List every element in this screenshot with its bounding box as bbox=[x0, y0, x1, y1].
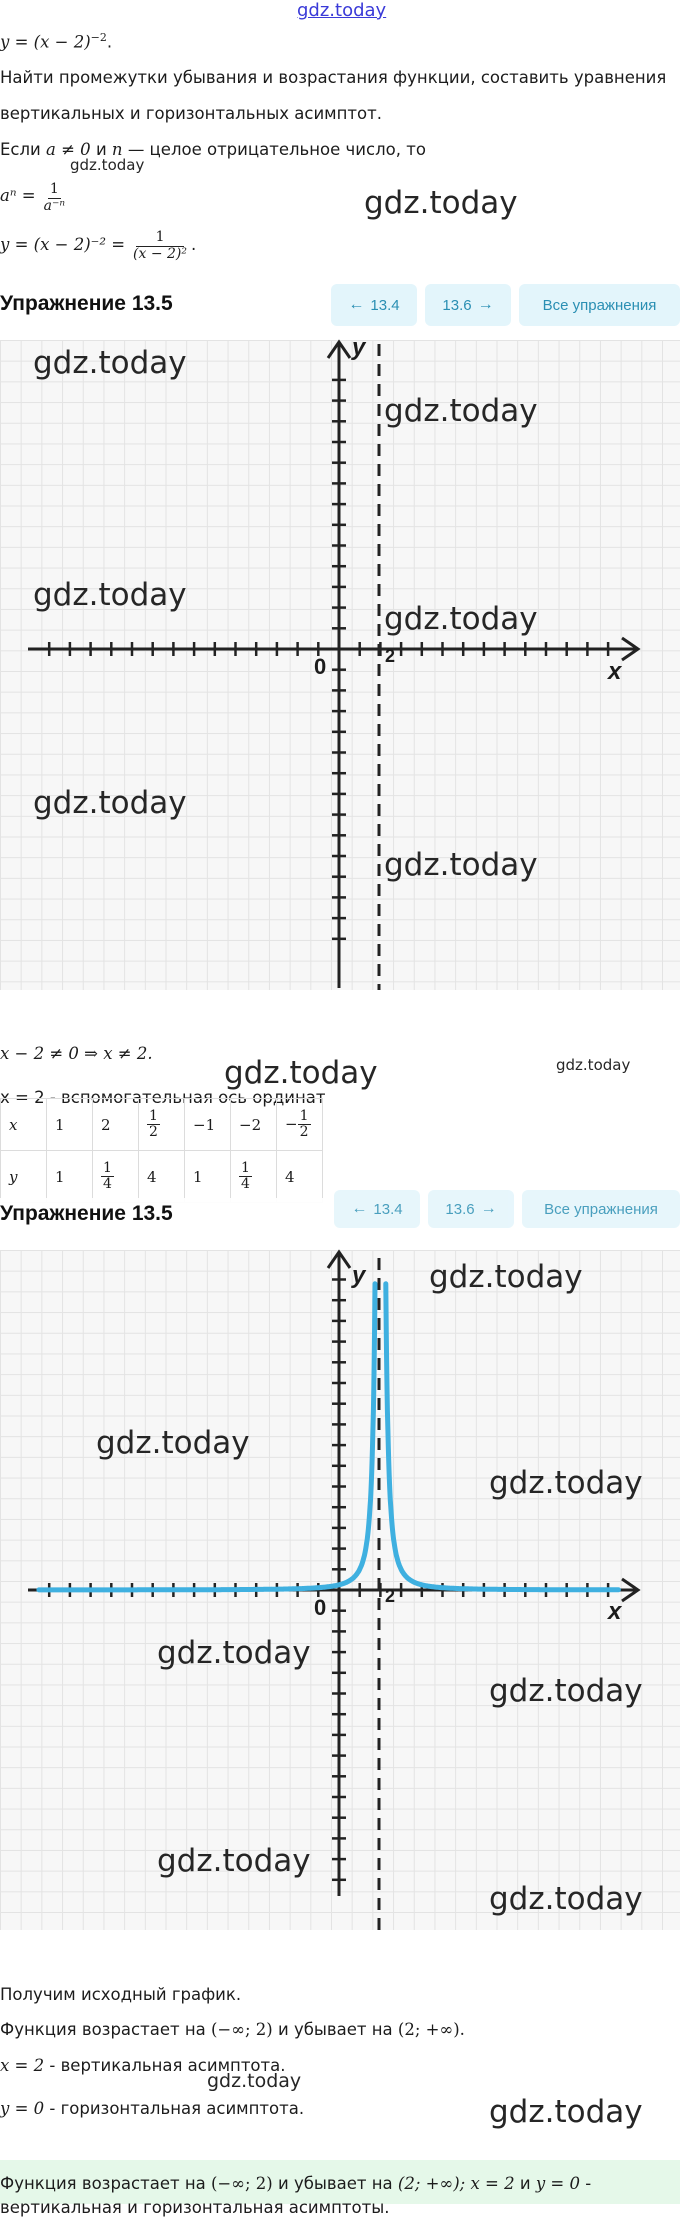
table-row bbox=[1, 1151, 323, 1203]
conclusion-line1: Получим исходный график. bbox=[0, 1985, 242, 2004]
all-exercises-button[interactable] bbox=[522, 1190, 680, 1228]
formula: y = 0 bbox=[0, 2099, 45, 2118]
conclusion-line4 bbox=[0, 2097, 304, 2121]
eq2-numerator: 1 bbox=[136, 230, 185, 246]
watermark: gdz.today bbox=[384, 601, 538, 637]
task-text-line2: вертикальных и горизонтальных асимптот. bbox=[0, 104, 382, 123]
exercise-title: Упражнение 13.5 bbox=[0, 1202, 173, 1225]
y-axis-label: y bbox=[352, 334, 366, 361]
eq2-denominator: (x − 2)² bbox=[133, 245, 188, 262]
text: - bbox=[585, 2174, 592, 2193]
rule-and: и bbox=[95, 140, 107, 159]
origin-label: 0 bbox=[314, 654, 327, 679]
formula-lhs: y = (x − 2) bbox=[0, 32, 91, 52]
graph-function bbox=[0, 1250, 680, 1930]
table-cell: 1 bbox=[47, 1099, 93, 1151]
x-axis-label: x bbox=[608, 1598, 622, 1625]
eq2-end: . bbox=[191, 234, 197, 254]
fraction: $\frac{1}{2}$ bbox=[299, 1107, 309, 1140]
table-row bbox=[1, 1099, 323, 1151]
text: Функция возрастает на bbox=[0, 2174, 206, 2193]
graph-svg bbox=[0, 1250, 680, 1930]
function-formula bbox=[0, 26, 112, 55]
rule-suffix: — целое отрицательное число, то bbox=[127, 140, 426, 159]
task-text-line1: Найти промежутки убывания и возрастания функции, составить уравнения bbox=[0, 68, 667, 87]
formula-end: . bbox=[106, 32, 113, 52]
formula: y = 0 bbox=[535, 2174, 580, 2193]
arrow-left-icon: ← bbox=[348, 296, 365, 313]
watermark: gdz.today bbox=[384, 393, 538, 429]
watermark: gdz.today bbox=[489, 1881, 643, 1917]
interval: (−∞; 2) bbox=[210, 2174, 273, 2193]
rule-text bbox=[0, 138, 426, 162]
watermark: gdz.today bbox=[429, 1259, 583, 1295]
fraction: $\frac{1}{4}$ bbox=[241, 1159, 250, 1192]
interval: (2; +∞). bbox=[397, 2020, 465, 2039]
table-cell: 2 bbox=[93, 1099, 139, 1151]
origin-label: 0 bbox=[314, 1595, 327, 1620]
prev-exercise-button[interactable] bbox=[331, 284, 417, 326]
table-cell: 4 bbox=[277, 1151, 323, 1203]
arrow-right-icon: → bbox=[480, 1200, 497, 1217]
domain-formula: x − 2 ≠ 0 ⇒ x ≠ 2. bbox=[0, 1044, 153, 1063]
all-exercises-button[interactable] bbox=[519, 284, 680, 326]
table-cell bbox=[139, 1099, 185, 1151]
tick-2-label: 2 bbox=[385, 1586, 396, 1606]
table-header-x: x bbox=[1, 1099, 47, 1151]
domain-line bbox=[0, 1042, 153, 1066]
formula-exponent: −2 bbox=[90, 31, 107, 44]
next-label: 13.6 bbox=[445, 1200, 475, 1218]
watermark: gdz.today bbox=[489, 1673, 643, 1709]
text: - вертикальная асимптота. bbox=[49, 2056, 286, 2075]
table-header-y: y bbox=[1, 1151, 47, 1203]
table-cell bbox=[231, 1151, 277, 1203]
axes-svg bbox=[0, 340, 680, 990]
prev-exercise-button[interactable] bbox=[334, 1190, 420, 1228]
table-cell: 1 bbox=[185, 1151, 231, 1203]
watermark: gdz.today bbox=[157, 1843, 311, 1879]
watermark: gdz.today bbox=[224, 1055, 378, 1091]
watermark: gdz.today bbox=[384, 847, 538, 883]
tick-2-label: 2 bbox=[385, 646, 396, 666]
table-cell: −1 bbox=[185, 1099, 231, 1151]
watermark: gdz.today bbox=[33, 345, 187, 381]
conclusion-line2 bbox=[0, 2018, 465, 2042]
rule-n: n bbox=[111, 140, 123, 159]
sticky-header bbox=[0, 1198, 680, 1250]
table-cell: − $\frac{1}{2}$ bbox=[277, 1099, 323, 1151]
text: и убывает на bbox=[277, 2020, 393, 2039]
text: и убывает на bbox=[277, 2174, 393, 2193]
all-label: Все упражнения bbox=[542, 296, 657, 314]
formula: x = 2 bbox=[0, 2056, 45, 2075]
table-cell bbox=[93, 1151, 139, 1203]
rule-condition: a ≠ 0 bbox=[46, 140, 91, 159]
next-exercise-button[interactable] bbox=[428, 1190, 514, 1228]
prev-label: 13.4 bbox=[373, 1200, 403, 1218]
watermark: gdz.today bbox=[364, 185, 518, 221]
eq2-lhs: y = (x − 2)⁻² = bbox=[0, 234, 126, 254]
interval: (−∞; 2) bbox=[210, 2020, 273, 2039]
watermark: gdz.today bbox=[556, 1056, 631, 1074]
power-fraction bbox=[42, 182, 67, 214]
aux-line: x = 2 - вспомогательная ось ординат bbox=[0, 1088, 326, 1107]
answer-line2: вертикальная и горизонтальная асимптоты. bbox=[0, 2198, 390, 2217]
prev-label: 13.4 bbox=[370, 296, 400, 314]
table-cell: 4 bbox=[139, 1151, 185, 1203]
watermark: gdz.today bbox=[96, 1425, 250, 1461]
watermark: gdz.today bbox=[489, 1465, 643, 1501]
value-table bbox=[0, 1098, 323, 1203]
watermark: gdz.today bbox=[33, 785, 187, 821]
exercise-title: Упражнение 13.5 bbox=[0, 292, 173, 315]
text: - горизонтальная асимптота. bbox=[49, 2099, 305, 2118]
answer-line1 bbox=[0, 2172, 591, 2196]
eq2-fraction bbox=[131, 230, 189, 262]
power-rule-formula bbox=[0, 170, 67, 220]
next-exercise-button[interactable] bbox=[425, 284, 511, 326]
all-label: Все упражнения bbox=[544, 1200, 658, 1218]
function-curve-right bbox=[386, 1284, 619, 1590]
graph-axes bbox=[0, 334, 680, 990]
watermark: gdz.today bbox=[33, 577, 187, 613]
fraction: $\frac{1}{2}$ bbox=[149, 1107, 158, 1140]
watermark: gdz.today bbox=[297, 0, 387, 21]
watermark: gdz.today bbox=[157, 1635, 311, 1671]
watermark: gdz.today bbox=[207, 2070, 302, 2092]
text: и bbox=[519, 2174, 531, 2193]
watermark: gdz.today bbox=[70, 156, 145, 174]
text: Функция возрастает на bbox=[0, 2020, 206, 2039]
fraction: $\frac{1}{4}$ bbox=[103, 1159, 112, 1192]
equation-2 bbox=[0, 214, 196, 274]
x-axis-label: x bbox=[608, 658, 622, 685]
y-axis-label: y bbox=[352, 1262, 366, 1289]
rule-prefix: Если bbox=[0, 140, 41, 159]
arrow-right-icon: → bbox=[477, 296, 494, 313]
table-cell: −2 bbox=[231, 1099, 277, 1151]
watermark: gdz.today bbox=[489, 2094, 643, 2130]
power-lhs: aⁿ = bbox=[0, 185, 36, 205]
formula: (2; +∞); x = 2 bbox=[397, 2174, 515, 2193]
table-cell: 1 bbox=[47, 1151, 93, 1203]
next-label: 13.6 bbox=[442, 296, 472, 314]
arrow-left-icon: ← bbox=[351, 1200, 368, 1217]
power-denominator: a⁻ⁿ bbox=[43, 197, 66, 214]
power-numerator: 1 bbox=[49, 181, 59, 198]
